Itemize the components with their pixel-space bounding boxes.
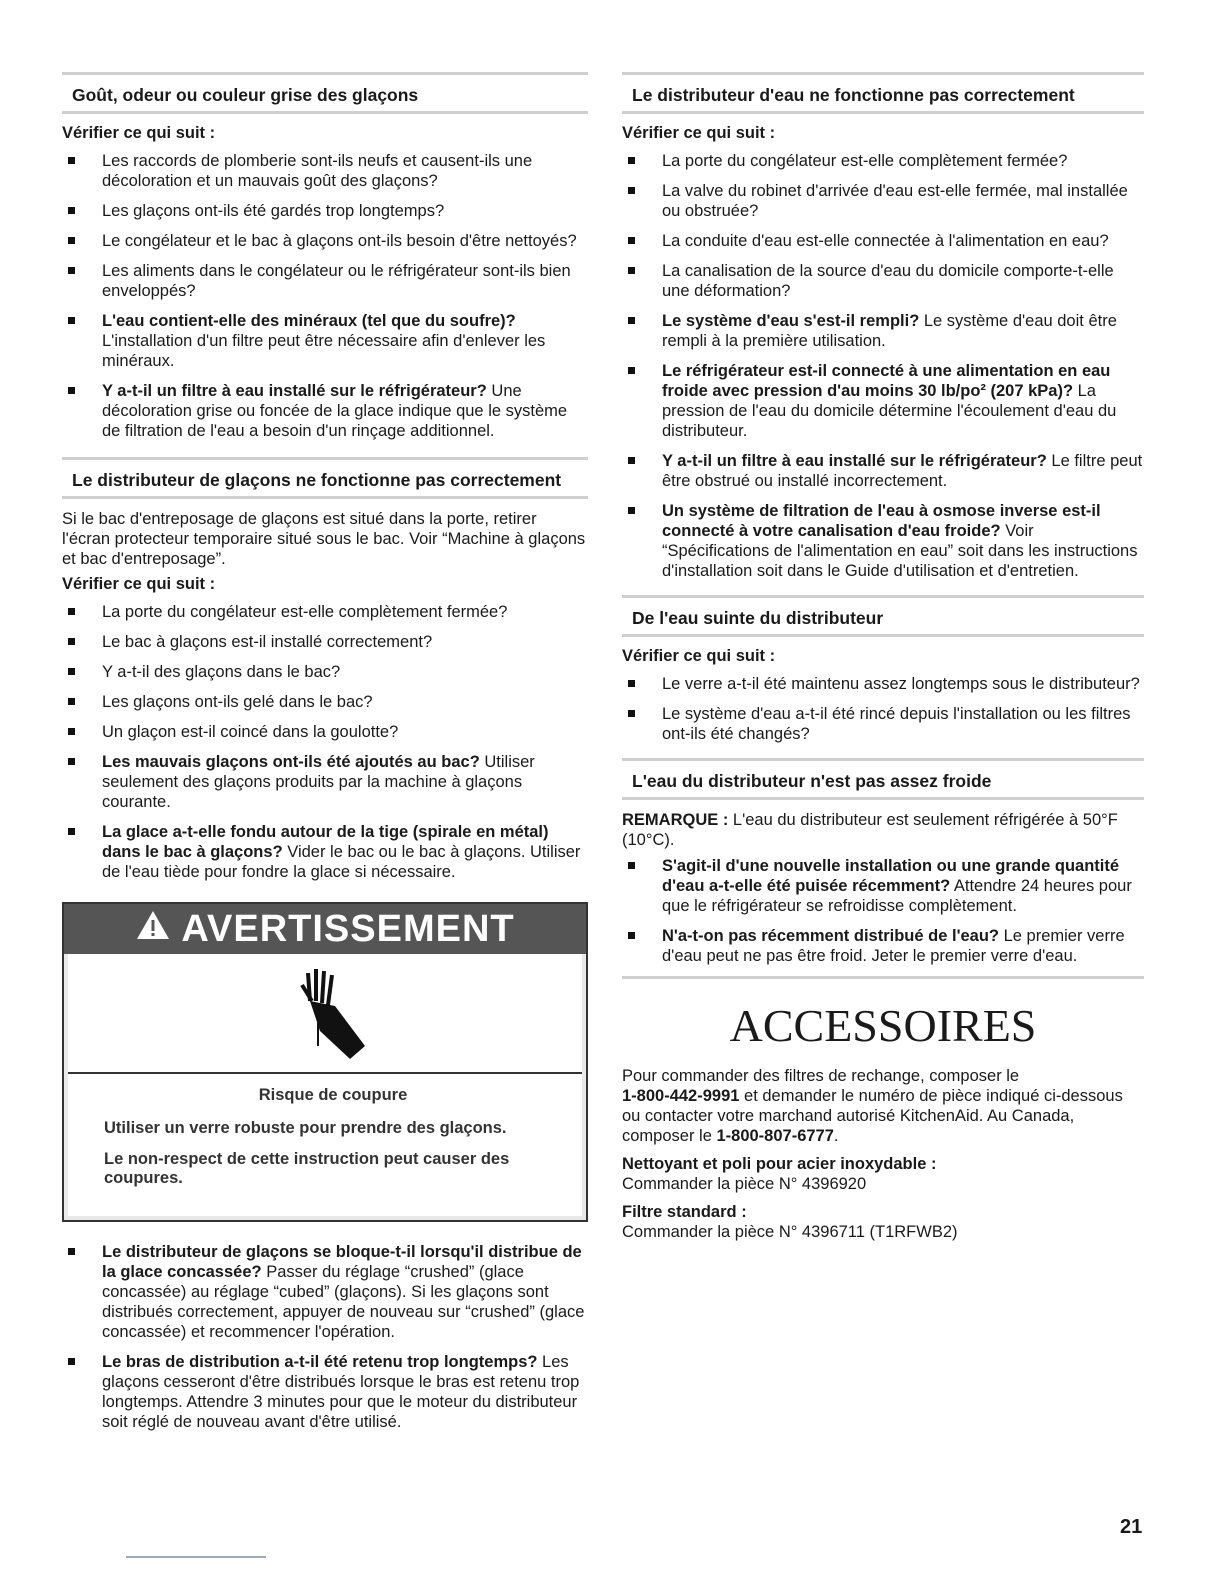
acc-text: Pour commander des filtres de rechange, composer le	[622, 1067, 1020, 1085]
section-title: L'eau du distributeur n'est pas assez froide	[622, 758, 1144, 800]
bullet-list	[62, 1242, 588, 1432]
list-item	[62, 201, 588, 221]
divider	[622, 976, 1144, 979]
item-bold-text: Les mauvais glaçons ont-ils été ajoutés au bac?	[102, 753, 480, 771]
item-text: Le filtre peut être obstrué ou installé incorrectement.	[662, 452, 1143, 490]
section-title: De l'eau suinte du distributeur	[622, 595, 1144, 637]
check-label: Vérifier ce qui suit :	[622, 124, 776, 142]
list-item	[62, 662, 588, 682]
accessories-paragraph	[622, 1066, 1144, 1146]
list-item	[62, 1352, 588, 1432]
item-text: Le système d'eau doit être rempli à la première utilisation.	[662, 312, 1117, 350]
bullet-list	[622, 151, 1144, 581]
item-text: L'installation d'un filtre peut être nécessaire afin d'enlever les minéraux.	[102, 332, 546, 370]
section-title: Le distributeur de glaçons ne fonctionne pas correctement	[62, 457, 588, 499]
item-text: Les glaçons ont-ils été gardés trop longtemps?	[102, 202, 445, 220]
item-text: Les raccords de plomberie sont-ils neufs et causent-ils une décoloration et un mauvais goût des glaçons?	[102, 152, 533, 190]
item-text: Les aliments dans le congélateur ou le réfrigérateur sont-ils bien enveloppés?	[102, 262, 571, 300]
list-item	[622, 501, 1144, 581]
warning-line: Utiliser un verre robuste pour prendre des glaçons.	[104, 1119, 507, 1137]
item-text: La canalisation de la source d'eau du domicile comporte-t-elle une déformation?	[662, 262, 1114, 300]
warning-header-text: AVERTISSEMENT	[181, 907, 515, 950]
warning-box	[62, 902, 588, 1222]
bullet-list	[622, 856, 1144, 966]
item-bold-text: Un système de filtration de l'eau à osmose inverse est-il connecté à votre canalisation d'eau froide?	[662, 502, 1101, 540]
remarque	[622, 810, 1144, 850]
list-item	[62, 692, 588, 712]
right-column	[622, 72, 1144, 1242]
accessory-part: Commander la pièce N° 4396711 (T1RFWB2)	[622, 1223, 958, 1241]
accessory-part: Commander la pièce N° 4396920	[622, 1175, 867, 1193]
list-item	[622, 151, 1144, 171]
list-item	[62, 1242, 588, 1342]
list-item	[622, 856, 1144, 916]
item-text: La valve du robinet d'arrivée d'eau est-elle fermée, mal installée ou obstruée?	[662, 182, 1128, 220]
acc-text: et demander le numéro de pièce indiqué ci-dessous ou contacter votre marchand autorisé KitchenAid. Au Canada, composer le	[622, 1087, 1123, 1145]
item-bold-text: Le réfrigérateur est-il connecté à une alimentation en eau froide avec pression d'au moins 30 lb/po² (207 kPa)?	[662, 362, 1111, 400]
accessory-title: Nettoyant et poli pour acier inoxydable :	[622, 1155, 937, 1173]
list-item	[622, 361, 1144, 441]
item-text: Voir “Spécifications de l'alimentation en eau” soit dans les instructions d'installation soit dans le Guide d'utilisation et d'entretien.	[662, 522, 1138, 580]
list-item	[622, 261, 1144, 301]
acc-text: .	[833, 1127, 839, 1145]
left-column	[62, 72, 588, 1442]
section-title: Le distributeur d'eau ne fonctionne pas correctement	[622, 72, 1144, 114]
list-item	[62, 381, 588, 441]
item-text: La porte du congélateur est-elle complètement fermée?	[102, 603, 508, 621]
item-text: La porte du congélateur est-elle complètement fermée?	[662, 152, 1068, 170]
item-text: Vider le bac ou le bac à glaçons. Utiliser de l'eau tiède pour fondre la glace si nécessaire.	[102, 843, 581, 881]
warning-risk: Risque de coupure	[258, 1086, 408, 1104]
list-item	[62, 602, 588, 622]
item-text: Le bac à glaçons est-il installé correctement?	[102, 633, 433, 651]
item-text: Passer du réglage “crushed” (glace concassée) au réglage “cubed” (glaçons). Si les glaçons sont distribués correctement, appuyer de nouveau sur “crushed” (glace concassée) et recommencer l'opération.	[102, 1263, 585, 1341]
item-text: Les glaçons cesseront d'être distribués lorsque le bras est retenu trop longtemps. Attendre 3 minutes pour que le moteur du distributeur soit réglé de nouveau avant d'être utilisé.	[102, 1353, 580, 1431]
check-label: Vérifier ce qui suit :	[62, 124, 216, 142]
check-label: Vérifier ce qui suit :	[622, 647, 776, 665]
item-text: La conduite d'eau est-elle connectée à l'alimentation en eau?	[662, 232, 1109, 250]
item-bold-text: Le bras de distribution a-t-il été retenu trop longtemps?	[102, 1353, 538, 1371]
item-bold-text: N'a-t-on pas récemment distribué de l'eau?	[662, 927, 1000, 945]
list-item	[62, 151, 588, 191]
bullet-list	[62, 602, 588, 882]
item-text: Y a-t-il des glaçons dans le bac?	[102, 663, 341, 681]
list-item	[622, 451, 1144, 491]
bullet-list	[622, 674, 1144, 744]
item-text: Le congélateur et le bac à glaçons ont-ils besoin d'être nettoyés?	[102, 232, 577, 250]
item-text: Le verre a-t-il été maintenu assez longtemps sous le distributeur?	[662, 675, 1140, 693]
accessories-title: ACCESSOIRES	[729, 1000, 1037, 1051]
bullet-list	[62, 151, 588, 441]
check-label: Vérifier ce qui suit :	[62, 575, 216, 593]
item-text: La pression de l'eau du domicile détermine l'écoulement d'eau du distributeur.	[662, 382, 1117, 440]
list-item	[62, 231, 588, 251]
remarque-label: REMARQUE :	[622, 811, 729, 829]
item-bold-text: Le système d'eau s'est-il rempli?	[662, 312, 920, 330]
footer-line	[126, 1556, 266, 1558]
list-item	[62, 822, 588, 882]
warning-text	[68, 1074, 582, 1216]
item-bold-text: S'agit-il d'une nouvelle installation ou une grande quantité d'eau a-t-elle été puisée récemment?	[662, 857, 1120, 895]
accessory-title: Filtre standard :	[622, 1203, 747, 1221]
item-bold-text: La glace a-t-elle fondu autour de la tige (spirale en métal) dans le bac à glaçons?	[102, 823, 549, 861]
list-item	[62, 261, 588, 301]
item-text: Une décoloration grise ou foncée de la glace indique que le système de filtration de l'eau a besoin d'un rinçage additionnel.	[102, 382, 568, 440]
list-item	[622, 231, 1144, 251]
list-item	[62, 632, 588, 652]
list-item	[622, 926, 1144, 966]
list-item	[622, 674, 1144, 694]
item-text: Les glaçons ont-ils gelé dans le bac?	[102, 693, 373, 711]
item-text: Utiliser seulement des glaçons produits par la machine à glaçons courante.	[102, 753, 535, 811]
intro-paragraph: Si le bac d'entreposage de glaçons est situé dans la porte, retirer l'écran protecteur temporaire situé sous le bac. Voir “Machine à glaçons et bac d'entreposage”.	[62, 510, 586, 568]
item-bold-text: L'eau contient-elle des minéraux (tel que du soufre)?	[102, 312, 516, 330]
item-text: Un glaçon est-il coincé dans la goulotte?	[102, 723, 399, 741]
warning-header	[64, 904, 586, 954]
list-item	[622, 704, 1144, 744]
page-number: 21	[1120, 1516, 1143, 1538]
warning-pictogram	[68, 954, 582, 1074]
warning-triangle-icon	[135, 908, 171, 951]
list-item	[622, 181, 1144, 221]
list-item	[62, 752, 588, 812]
item-bold-text: Le distributeur de glaçons se bloque-t-il lorsqu'il distribue de la glace concassée?	[102, 1243, 582, 1281]
item-bold-text: Y a-t-il un filtre à eau installé sur le réfrigérateur?	[662, 452, 1047, 470]
item-text: Le système d'eau a-t-il été rincé depuis l'installation ou les filtres ont-ils été changés?	[662, 705, 1131, 743]
item-text: Attendre 24 heures pour que le réfrigérateur se refroidisse complètement.	[662, 877, 1132, 915]
cut-hand-icon	[280, 961, 370, 1066]
phone-number: 1-800-807-6777	[716, 1127, 834, 1145]
list-item	[622, 311, 1144, 351]
warning-line: Le non-respect de cette instruction peut causer des coupures.	[104, 1150, 510, 1187]
remarque-text: L'eau du distributeur est seulement réfrigérée à 50°F (10°C).	[622, 811, 1118, 849]
item-text: Le premier verre d'eau peut ne pas être froid. Jeter le premier verre d'eau.	[662, 927, 1125, 965]
list-item	[62, 311, 588, 371]
section-title: Goût, odeur ou couleur grise des glaçons	[62, 72, 588, 114]
list-item	[62, 722, 588, 742]
item-bold-text: Y a-t-il un filtre à eau installé sur le réfrigérateur?	[102, 382, 487, 400]
phone-number: 1-800-442-9991	[622, 1087, 740, 1105]
